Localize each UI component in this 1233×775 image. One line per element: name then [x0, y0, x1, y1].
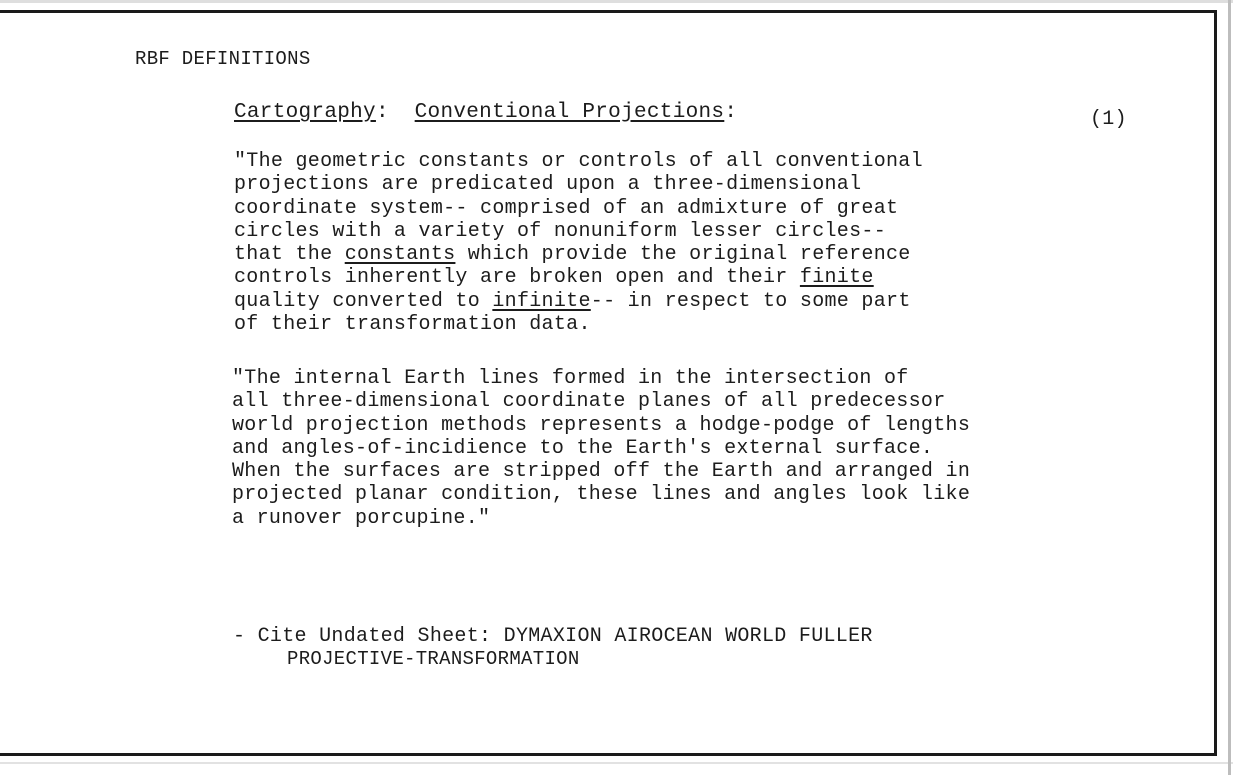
topic-colon: : [375, 101, 415, 124]
quote-1-text-a: "The geometric constants or controls of all conventional projections are predicated upon a three-dimensional coordinate system-- comprised of an admixture of great circles with a variety of nonuniform lesser circles-- that the [234, 150, 923, 267]
quote-paragraph-2: "The internal Earth lines formed in the intersection of all three-dimensional coordinate planes of all predecessor world projection methods represents a hodge-podge of lengths and angles-of-incidience to the Earth's external surface. When the surfaces are stripped off the Earth and arranged in projected planar condition, these lines and angles look like a runover porcupine." [232, 367, 971, 530]
scan-top-edge [0, 0, 1233, 3]
citation-line-1: - Cite Undated Sheet: DYMAXION AIROCEAN WORLD FULLER [233, 625, 873, 648]
subtopic-label: Conventional Projections [414, 101, 725, 124]
citation-line-2: PROJECTIVE-TRANSFORMATION [287, 648, 580, 670]
quote-1-text-c: quality converted to [234, 289, 481, 313]
quote-1-text-d: -- in respect to some part of their transformation data. [234, 289, 911, 337]
subtopic-colon: : [724, 101, 738, 124]
definition-heading [234, 101, 737, 124]
emphasis-infinite: infinite [492, 289, 591, 313]
emphasis-finite: finite [799, 266, 874, 290]
page-number: (1) [1090, 108, 1127, 131]
section-heading: RBF DEFINITIONS [135, 48, 311, 70]
scan-right-edge [1228, 0, 1231, 775]
scan-bottom-edge [0, 762, 1233, 764]
emphasis-constants: constants [344, 243, 456, 267]
quote-paragraph-1 [234, 150, 923, 336]
topic-label: Cartography [234, 101, 376, 124]
quote-1-text-b: which provide the original reference controls inherently are broken open and their [234, 243, 911, 290]
